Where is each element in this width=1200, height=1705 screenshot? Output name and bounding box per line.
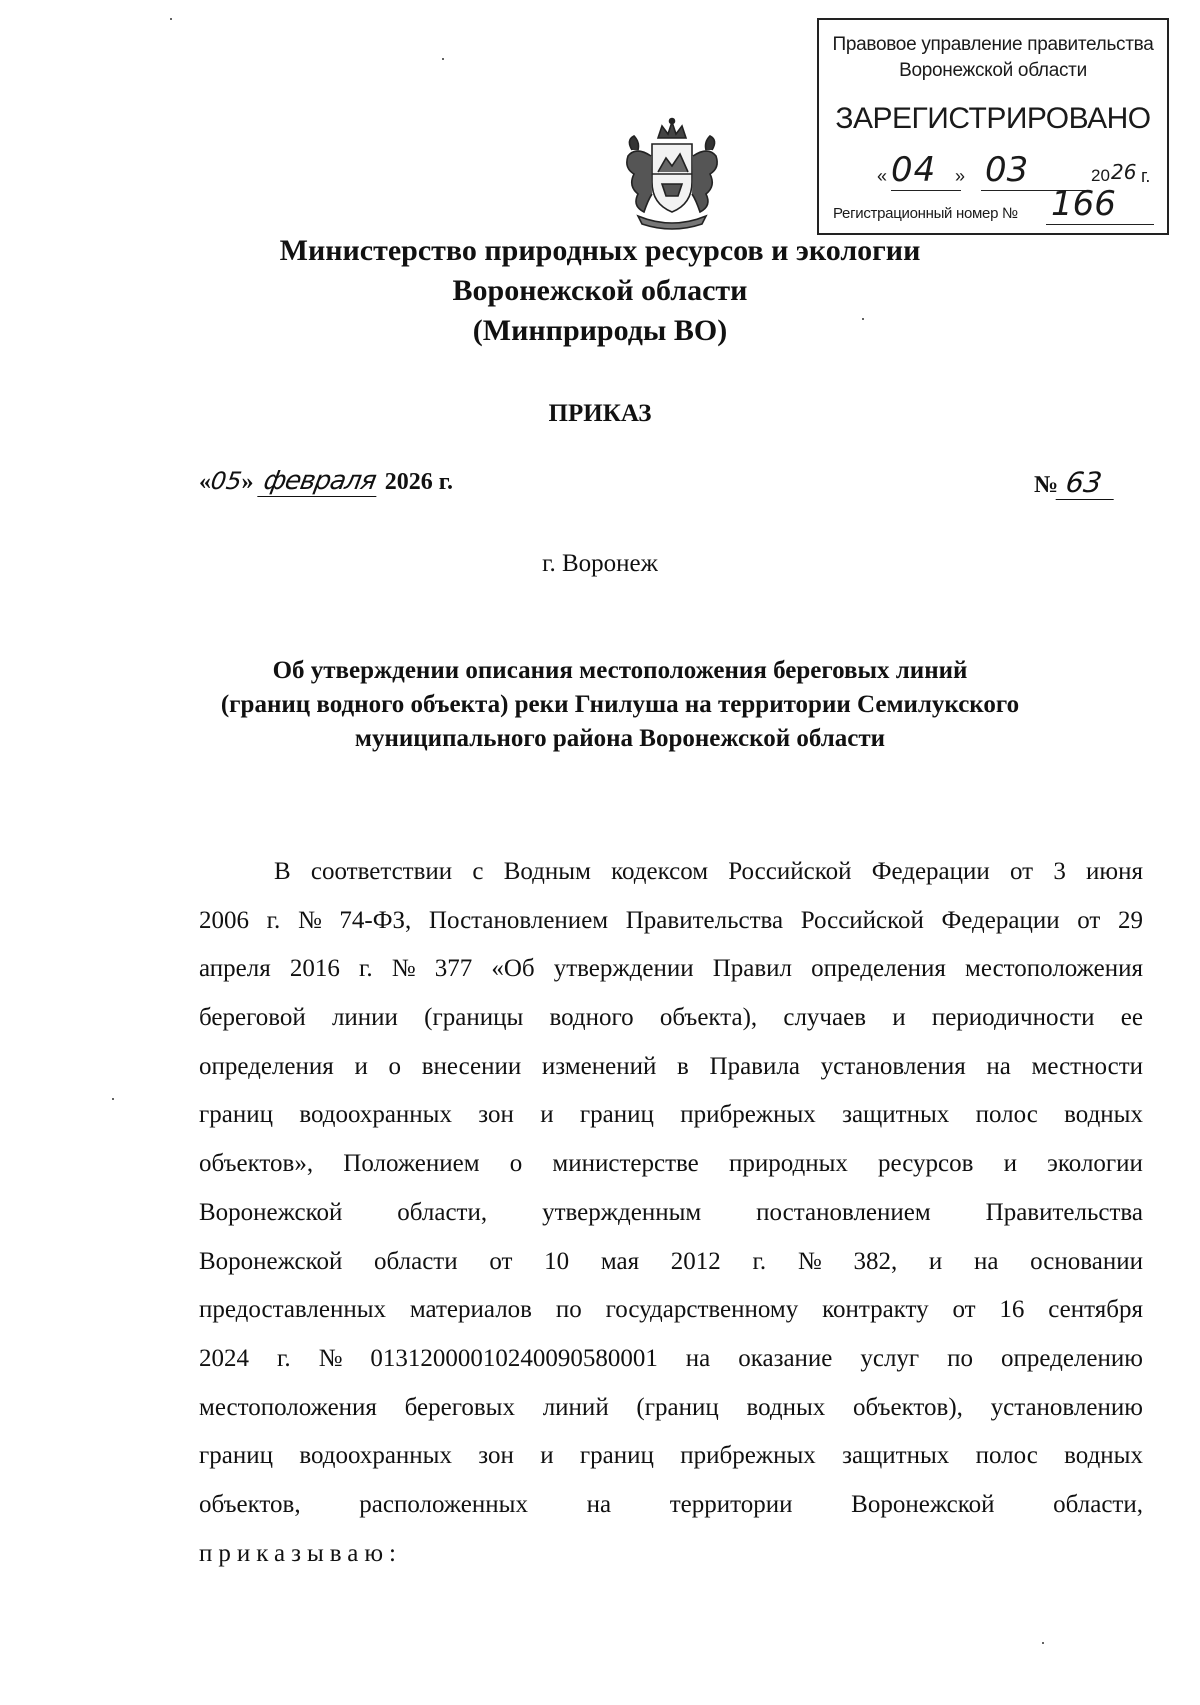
- body-line: объектов, расположенных на территории Воронежской области,: [199, 1490, 1143, 1518]
- stamp-date-year-handwritten: 26: [1111, 160, 1137, 184]
- registration-stamp: [817, 18, 1169, 235]
- body-line: В соответствии с Водным кодексом Российской Федерации от 3 июня: [274, 858, 1143, 885]
- body-line: Воронежской области, утвержденным постановлением Правительства: [199, 1198, 1143, 1226]
- ministry-name-line1: Министерство природных ресурсов и экологии: [279, 234, 921, 267]
- body-line: объектов», Положением о министерстве природных ресурсов и экологии: [199, 1150, 1143, 1178]
- body-line: апреля 2016 г. № 377 «Об утверждении Правил определения местоположения: [199, 955, 1143, 983]
- stamp-org-line2: Воронежской области: [899, 60, 1087, 81]
- order-date-year: 2026 г.: [384, 469, 453, 495]
- order-date-day: 05: [209, 467, 244, 495]
- body-line: предоставленных материалов по государственному контракту от 16 сентября: [199, 1296, 1143, 1324]
- stamp-date-open-quote: «: [877, 166, 888, 186]
- order-city: г. Воронеж: [542, 550, 658, 577]
- coat-of-arms-icon: [618, 116, 726, 234]
- order-number: [1034, 466, 1116, 500]
- body-line: 2006 г. № 74-ФЗ, Постановлением Правительства Российской Федерации от 29: [199, 906, 1143, 934]
- order-title: ПРИКАЗ: [548, 400, 652, 427]
- body-line: определения и о внесении изменений в Правила установления на местности: [199, 1052, 1143, 1080]
- stamp-regnum-value: 166: [1051, 184, 1116, 224]
- body-line: 2024 г. № 01312000010240090580001 на оказание услуг по определению: [199, 1344, 1143, 1372]
- stamp-day-underline: [891, 190, 961, 191]
- subject-line: муниципального района Воронежской области: [354, 725, 886, 752]
- stamp-registered: ЗАРЕГИСТРИРОВАНО: [835, 102, 1151, 135]
- date-close-quote: »: [241, 469, 254, 495]
- stamp-date-year-suffix: г.: [1141, 166, 1151, 186]
- order-body: [199, 848, 1143, 1578]
- stamp-date-year-prefix: 20: [1091, 166, 1110, 185]
- order-number-label: №: [1034, 472, 1059, 498]
- order-number-value: 63: [1056, 466, 1118, 500]
- body-line: местоположения береговых линий (границ водных объектов), установлению: [199, 1393, 1143, 1421]
- stamp-regnum-underline: [1046, 224, 1154, 225]
- ministry-short-name: (Минприроды ВО): [472, 314, 728, 347]
- scan-speck: [112, 1098, 114, 1100]
- body-closing: приказываю:: [199, 1539, 402, 1567]
- subject-line: (границ водного объекта) реки Гнилуша на территории Семилукского: [220, 691, 1020, 718]
- scan-speck: [170, 18, 172, 20]
- scan-speck: [1042, 1642, 1044, 1644]
- stamp-date-close-quote: »: [955, 166, 966, 186]
- stamp-date-day: 04: [891, 150, 937, 190]
- body-line: границ водоохранных зон и границ прибрежных защитных полос водных: [199, 1101, 1143, 1129]
- body-line: береговой линии (границы водного объекта), случаев и периодичности ее: [199, 1004, 1143, 1032]
- scan-speck: [442, 58, 444, 60]
- stamp-date-month: 03: [985, 150, 1029, 190]
- date-open-quote: «: [199, 469, 211, 495]
- body-line: Воронежской области от 10 мая 2012 г. № 382, и на основании: [199, 1247, 1143, 1275]
- stamp-org-line1: Правовое управление правительства: [832, 34, 1154, 55]
- scan-speck: [862, 318, 864, 320]
- order-date: [199, 466, 453, 497]
- ministry-name-line2: Воронежской области: [452, 274, 748, 307]
- stamp-regnum-label: Регистрационный номер №: [833, 205, 1018, 222]
- order-subject: [180, 654, 1060, 756]
- body-line: границ водоохранных зон и границ прибрежных защитных полос водных: [199, 1442, 1143, 1470]
- subject-line: Об утверждении описания местоположения береговых линий: [272, 657, 968, 684]
- order-date-month: февраля: [257, 466, 382, 497]
